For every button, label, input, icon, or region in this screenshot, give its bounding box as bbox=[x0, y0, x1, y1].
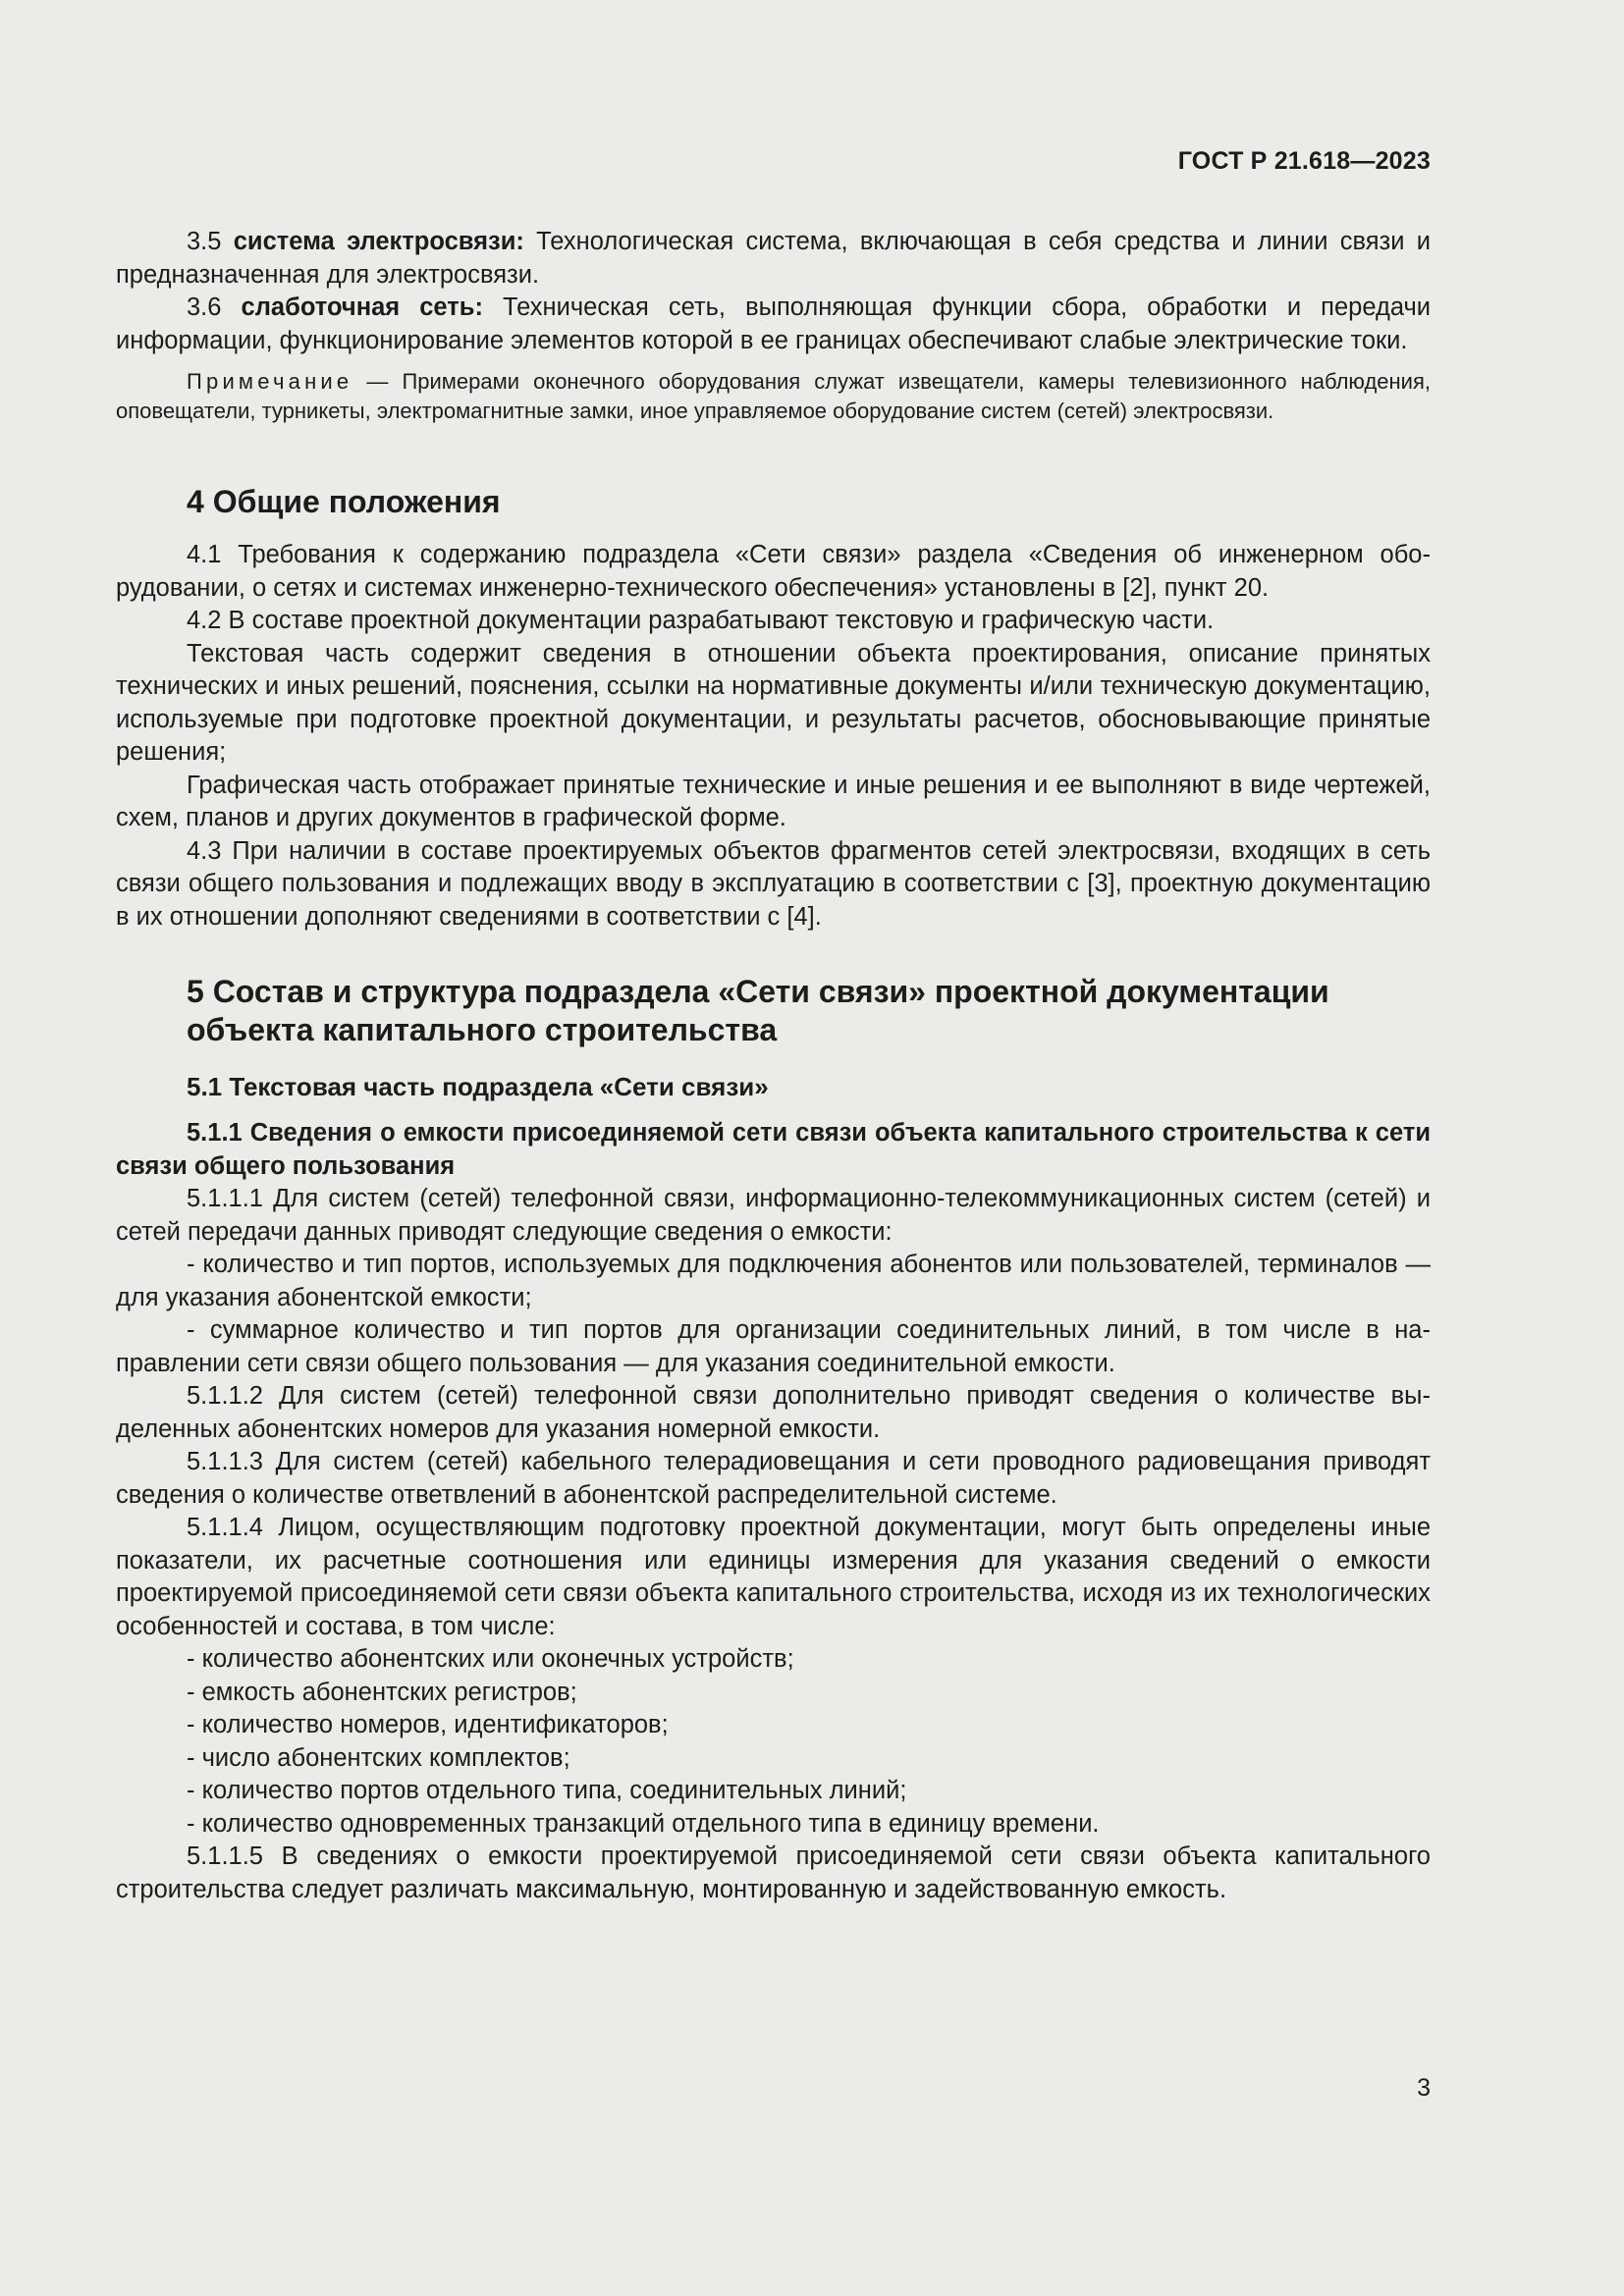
paragraph-5-1-1-1: 5.1.1.1 Для систем (сетей) телефонной связи, информационно-телекоммуникационных систем (сетей) и сетей передачи данных приводят следующие сведения о емкости: bbox=[116, 1185, 1431, 1246]
term-3-6 bbox=[116, 292, 1431, 357]
term-definition: Технологическая система, включающая в себя средства и линии связи и предназначенная для электросвязи. bbox=[116, 228, 1431, 289]
page-content bbox=[116, 226, 1431, 1906]
term-name: система электросвязи: bbox=[233, 228, 524, 255]
term-definition: Техническая сеть, выполняющая функции сбора, обработки и передачи информации, функционирование элементов которой в ее границах обеспечивают слабые электрические токи. bbox=[116, 294, 1431, 354]
list-item: - количество и тип портов, используемых для подключения абонентов или пользователей, терминалов — для указания абонентской емкости; bbox=[116, 1251, 1431, 1311]
subsection-5-1-heading: 5.1 Текстовая часть подраздела «Сети связи» bbox=[187, 1072, 769, 1101]
list-item: - количество портов отдельного типа, соединительных линий; bbox=[187, 1777, 907, 1804]
list-item: - количество одновременных транзакций отдельного типа в единицу времени. bbox=[187, 1809, 1100, 1838]
term-number: 3.6 bbox=[187, 294, 242, 321]
paragraph-4-3: 4.3 При наличии в составе проектируемых объектов фрагментов сетей электросвязи, входящих в сеть связи общего пользования и подлежащих вводу в эксплуатацию в соответствии с [3], проектную документацию в их отношении дополняют сведениями в соответствии с [4]. bbox=[116, 836, 1431, 931]
subsection-5-1-1-heading: 5.1.1 Сведения о емкости присоединяемой сети связи объекта капитального строительства к сети связи общего пользования bbox=[116, 1119, 1431, 1180]
paragraph-5-1-1-2: 5.1.1.2 Для систем (сетей) телефонной связи дополнительно приводят сведения о количестве выделенных абонентских номеров для указания номерной емкости. bbox=[116, 1382, 1431, 1443]
paragraph-graphic-part: Графическая часть отображает принятые технические и иные решения и ее выполняют в виде чертежей, схем, планов и других документов в графической форме. bbox=[116, 771, 1431, 831]
list-item: - количество абонентских или оконечных устройств; bbox=[187, 1645, 794, 1673]
note-label: Примечание bbox=[187, 369, 353, 394]
list-item: - число абонентских комплектов; bbox=[187, 1743, 570, 1772]
section-4-heading: 4 Общие положения bbox=[187, 484, 501, 519]
section-5-heading bbox=[116, 973, 1431, 1049]
note-text: — Примерами оконечного оборудования служат извещатели, камеры телевизионного наблюдения, оповещатели, турникеты, электромагнитные замки, иное управляемое оборудование систем (сетей) электросвязи. bbox=[116, 369, 1431, 423]
section-5-heading-line2: объекта капитального строительства bbox=[187, 1012, 778, 1047]
page-number: 3 bbox=[1417, 2074, 1431, 2102]
paragraph-5-1-1-5: 5.1.1.5 В сведениях о емкости проектируемой присоединяемой сети связи объекта капитального строительства следует различать максимальную, монтированную и задействованную емкость. bbox=[116, 1842, 1431, 1903]
list-item: - суммарное количество и тип портов для организации соединительных линий, в том числе в направлении сети связи общего пользования — для указания соединительной емкости. bbox=[116, 1316, 1431, 1377]
paragraph-text-part: Текстовая часть содержит сведения в отношении объекта проектирования, описание принятых технических и иных решений, пояснения, ссылки на нормативные документы и/или техническую документацию, используемые при подготовке проектной документации, и результаты расчетов, обосновывающие принятые решения; bbox=[116, 639, 1431, 766]
note bbox=[116, 367, 1431, 426]
section-5-heading-line1: 5 Состав и структура подраздела «Сети связи» проектной документации bbox=[187, 974, 1329, 1009]
list-item: - емкость абонентских регистров; bbox=[187, 1678, 577, 1706]
term-name: слаботочная сеть: bbox=[241, 294, 483, 321]
list-item: - количество номеров, идентификаторов; bbox=[187, 1711, 669, 1738]
term-3-5 bbox=[116, 226, 1431, 292]
paragraph-5-1-1-4: 5.1.1.4 Лицом, осуществляющим подготовку проектной документации, могут быть определены иные показатели, их расчетные соотношения или единицы измерения для указания сведений о емкости проектируемой присоединяемой сети связи объекта капитального строительства, исходя из их технологических особенностей и состава, в том числе: bbox=[116, 1514, 1431, 1640]
term-number: 3.5 bbox=[187, 228, 234, 255]
document-header: ГОСТ Р 21.618—2023 bbox=[1177, 147, 1431, 175]
paragraph-4-2: 4.2 В составе проектной документации разрабатывают текстовую и графическую части. bbox=[187, 607, 1215, 634]
paragraph-5-1-1-3: 5.1.1.3 Для систем (сетей) кабельного телерадиовещания и сети проводного радиовещания приводят сведения о количестве ответвлений в абонентской распределительной системе. bbox=[116, 1448, 1431, 1509]
paragraph-4-1: 4.1 Требования к содержанию подраздела «Сети связи» раздела «Сведения об инженерном оборудовании, о сетях и системах инженерно-технического обеспечения» установлены в [2], пункт 20. bbox=[116, 541, 1431, 602]
